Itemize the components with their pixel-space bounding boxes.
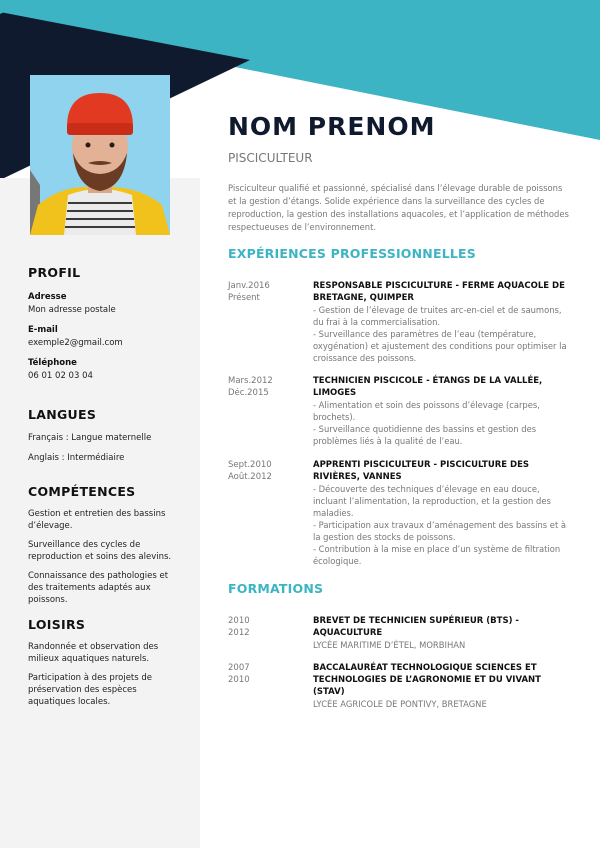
languages-heading: LANGUES [28,407,97,422]
experience-bullet: - Surveillance des paramètres de l’eau (température, oxygénation) et ajustement des conditions pour optimiser la croissance des poissons. [313,329,567,363]
address-value: Mon adresse postale [28,305,116,315]
education-dates [228,662,308,686]
skill-item: Connaissance des pathologies et des traitements adaptés aux poissons. [28,571,169,605]
skills-section [28,484,176,606]
phone-label: Téléphone [28,358,77,368]
experience-bullet: - Contribution à la mise en place d’un système de filtration écologique. [313,544,561,566]
experience-dates [228,375,308,399]
start-date: Mars.2012 [228,376,273,386]
email-value: exemple2@gmail.com [28,338,123,348]
hobby-item: Participation à des projets de préservation des espèces aquatiques locales. [28,673,153,707]
start-date: Sept.2010 [228,460,272,470]
profile-section [28,265,176,381]
address-label: Adresse [28,292,67,302]
experience-dates [228,459,308,483]
experience-title: APPRENTI PISCICULTEUR - PISCICULTURE DES RIVIÈRES, VANNES [313,460,530,482]
start-date: Janv.2016 [228,281,270,291]
education-title: BACCALAURÉAT TECHNOLOGIQUE SCIENCES ET TECHNOLOGIES DE L’AGRONOMIE ET DU VIVANT (STAV) [313,663,541,697]
experience-title: RESPONSABLE PISCICULTURE - FERME AQUACOLE DE BRETAGNE, QUIMPER [313,281,565,303]
end-date: Déc.2015 [228,388,269,398]
profile-summary: Pisciculteur qualifié et passionné, spécialisé dans l’élevage durable de poissons et la gestion d’étangs. Solide expérience dans la surveillance des cycles de reproduction, la gestion des installations aquacoles, et l’application de méthodes respectueuses de l’environnement. [228,183,569,232]
end-date: Présent [228,293,260,303]
languages-section [28,407,176,464]
language-item: Français : Langue maternelle [28,433,152,443]
experience-bullet: - Surveillance quotidienne des bassins et gestion des problèmes liés à la qualité de l’eau. [313,424,537,446]
skills-heading: COMPÉTENCES [28,484,136,499]
end-date: 2010 [228,675,250,685]
phone-value: 06 01 02 03 04 [28,371,93,381]
experience-bullet: - Gestion de l’élevage de truites arc-en-ciel et de saumons, du frai à la commercialisation. [313,305,562,327]
experience-title: TECHNICIEN PISCICOLE - ÉTANGS DE LA VALLÉE, LIMOGES [313,376,543,398]
profile-heading: PROFIL [28,265,81,280]
education-school: LYCÉE MARITIME D’ÉTEL, MORBIHAN [313,640,466,650]
email-label: E-mail [28,325,58,335]
experience-dates [228,280,308,304]
candidate-name: NOM PRENOM [228,112,436,141]
hobbies-heading: LOISIRS [28,617,86,632]
profile-photo [30,75,170,235]
start-date: 2010 [228,616,250,626]
experience-bullet: - Alimentation et soin des poissons d’élevage (carpes, brochets). [313,400,540,422]
end-date: Août.2012 [228,472,272,482]
experience-heading: EXPÉRIENCES PROFESSIONNELLES [228,246,476,261]
start-date: 2007 [228,663,250,673]
education-school: LYCÉE AGRICOLE DE PONTIVY, BRETAGNE [313,699,487,709]
end-date: 2012 [228,628,250,638]
education-dates [228,615,308,639]
hobby-item: Randonnée et observation des milieux aquatiques naturels. [28,642,159,664]
education-title: BREVET DE TECHNICIEN SUPÉRIEUR (BTS) - AQUACULTURE [313,616,519,638]
education-heading: FORMATIONS [228,581,324,596]
skill-item: Gestion et entretien des bassins d’élevage. [28,509,166,531]
skill-item: Surveillance des cycles de reproduction et soins des alevins. [28,540,172,562]
experience-bullet: - Découverte des techniques d’élevage en eau douce, incluant l’alimentation, la reproduction, et la gestion des maladies. [313,484,551,518]
hobbies-section [28,617,176,708]
language-item: Anglais : Intermédiaire [28,453,125,463]
experience-bullet: - Participation aux travaux d’aménagement des bassins et à la gestion des stocks de poissons. [313,520,567,542]
job-title: PISCICULTEUR [228,151,313,165]
